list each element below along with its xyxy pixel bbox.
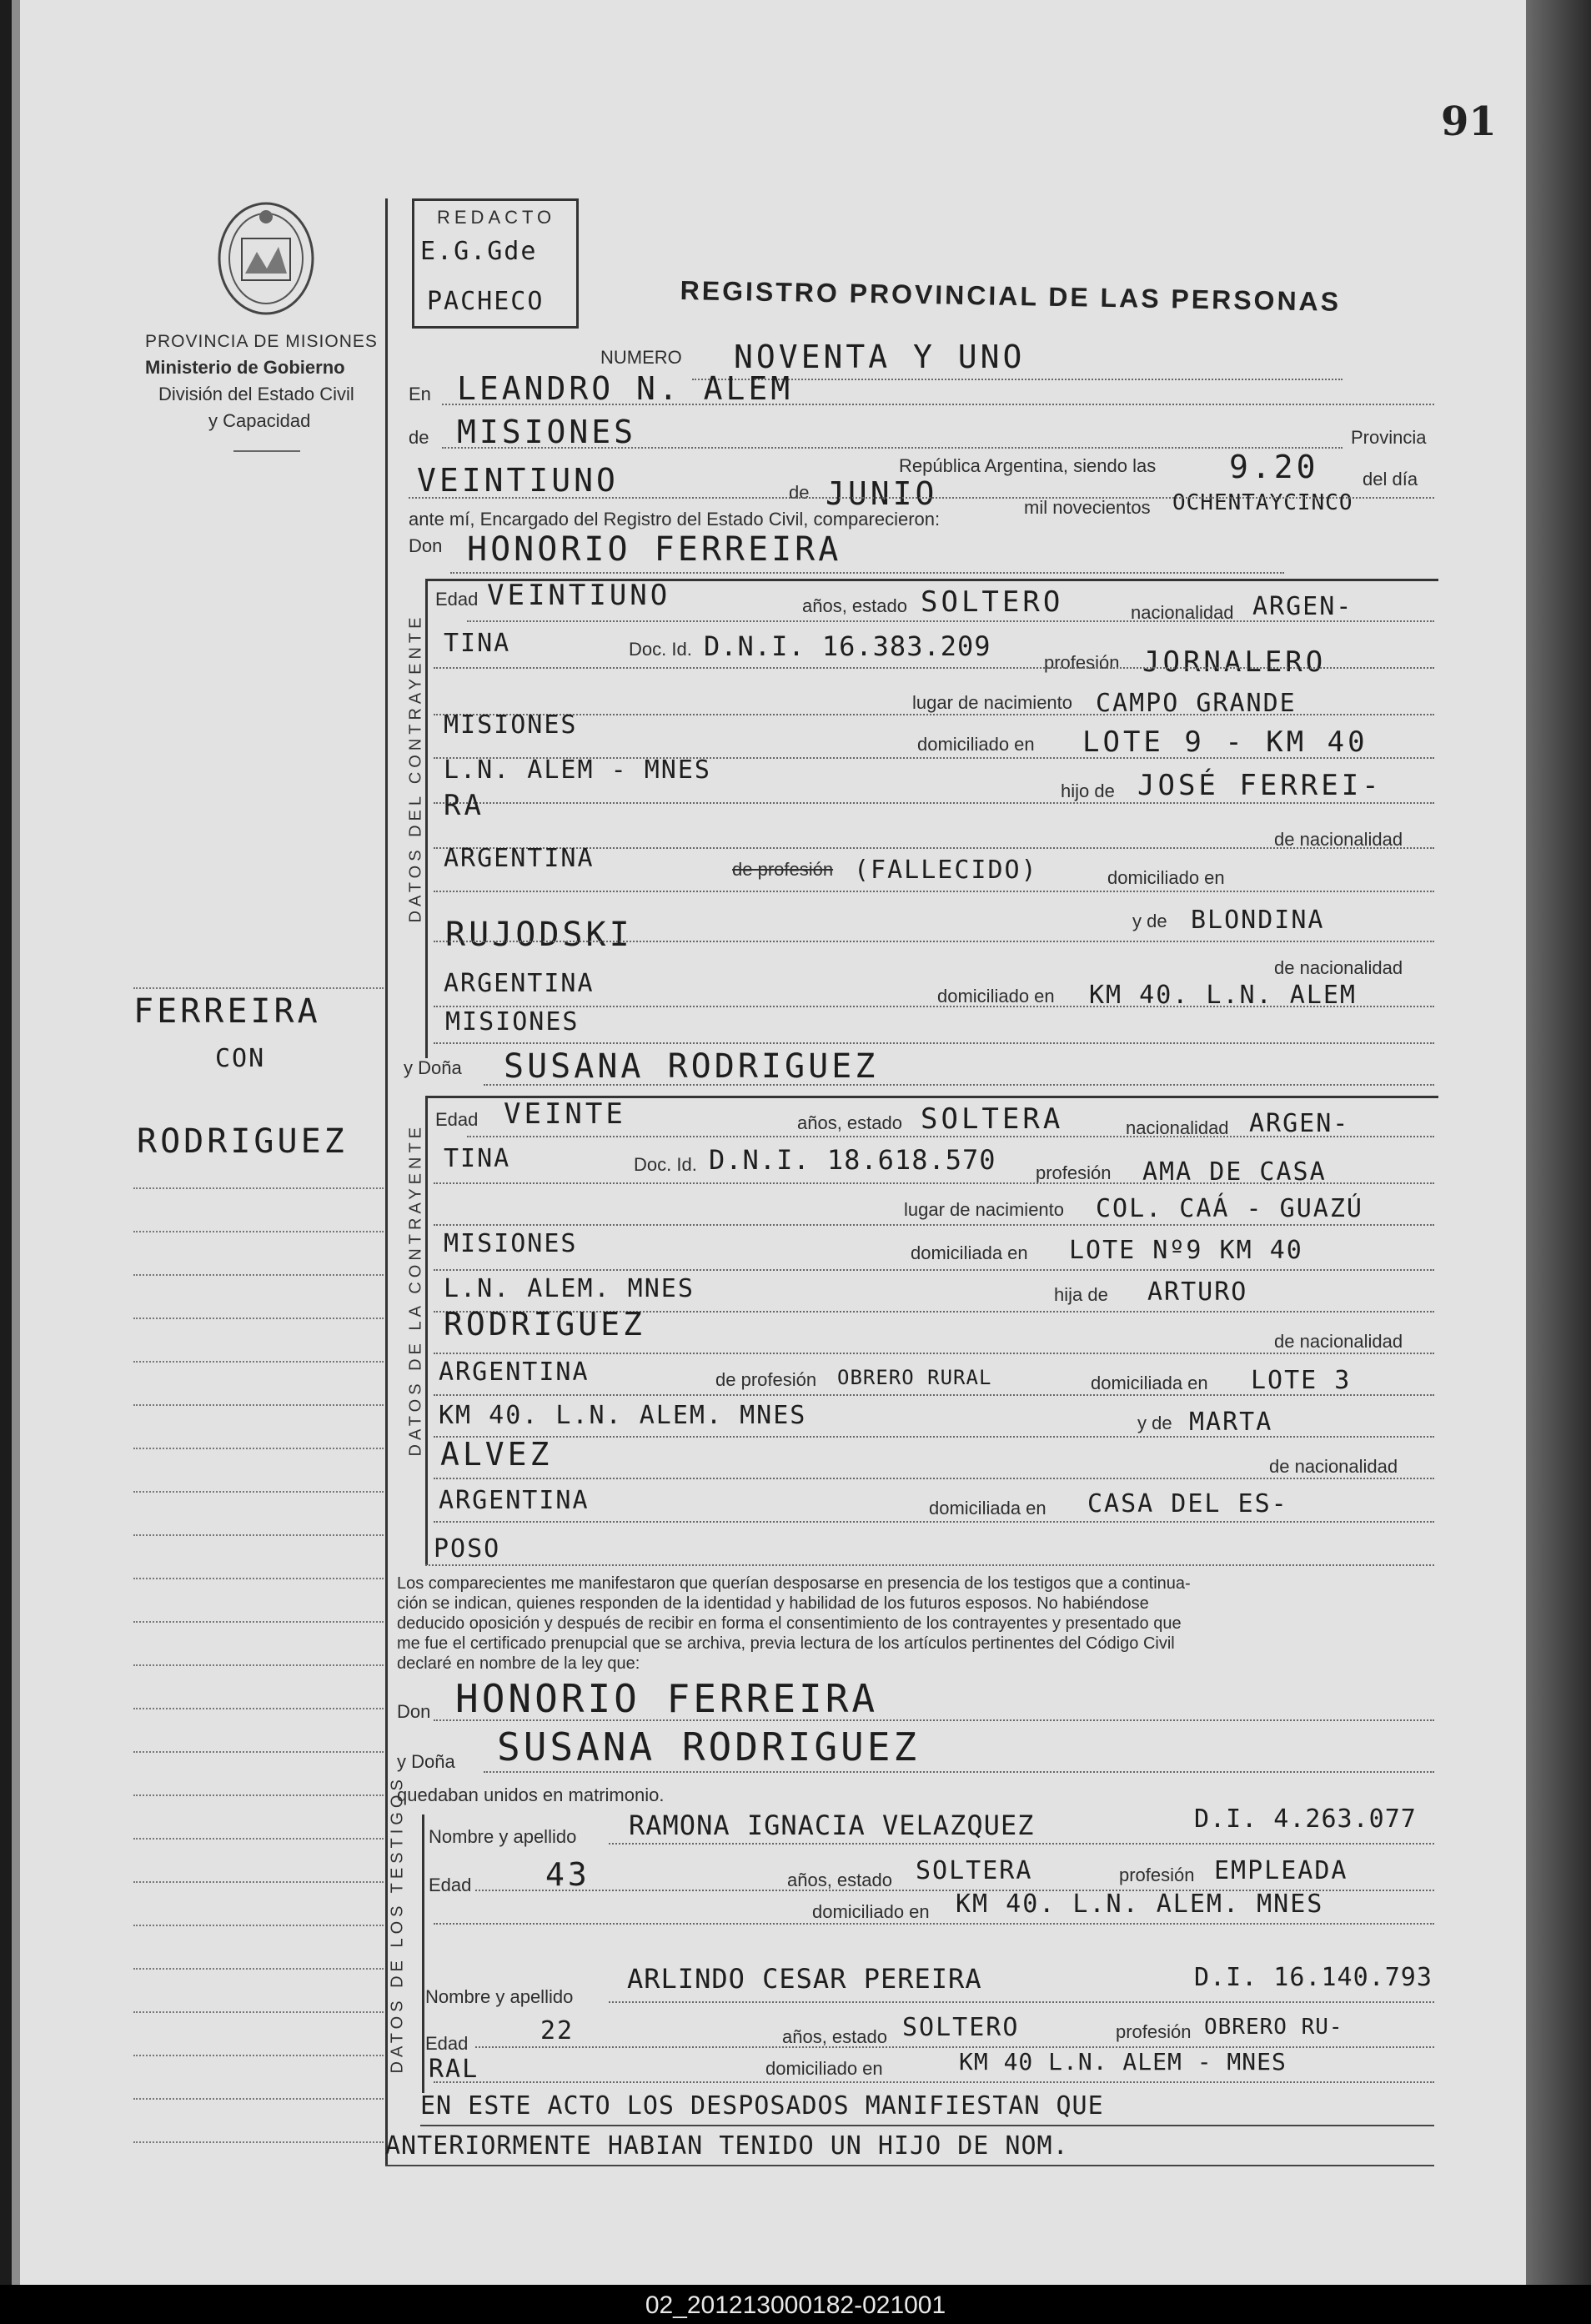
w2-domic-label: domiciliado en bbox=[765, 2058, 883, 2079]
bride-domicilio-a: LOTE Nº9 KM 40 bbox=[1069, 1236, 1303, 1265]
w2-estado: SOLTERO bbox=[902, 2013, 1020, 2042]
note-line-1 bbox=[420, 2125, 1434, 2126]
w2-line2 bbox=[475, 2046, 1434, 2048]
dia-line bbox=[409, 497, 1434, 499]
ante-text: ante mí, Encargado del Registro del Estado Civil, comparecieron: bbox=[409, 509, 941, 530]
w1-profesion: EMPLEADA bbox=[1214, 1856, 1348, 1885]
w1-estado: SOLTERA bbox=[916, 1856, 1033, 1885]
bride-edad-label: Edad bbox=[435, 1109, 479, 1130]
bride-name-line bbox=[484, 1084, 1434, 1086]
bride-domic-label: domiciliada en bbox=[911, 1242, 1028, 1263]
bride-side-label: DATOS DE LA CONTRAYENTE bbox=[406, 1122, 425, 1457]
groom-edad: VEINTIUNO bbox=[487, 579, 671, 612]
bride-line3 bbox=[434, 1224, 1434, 1226]
margin-dotted-line bbox=[133, 1578, 384, 1579]
numero-value: NOVENTA Y UNO bbox=[734, 339, 1026, 375]
groom-anos-label: años, estado bbox=[802, 595, 907, 616]
republica-text: República Argentina, siendo las bbox=[899, 455, 1157, 476]
margin-dotted-line bbox=[133, 1404, 384, 1406]
decl-dona-label: y Doña bbox=[397, 1751, 455, 1772]
groom-lugar-nac-b: MISIONES bbox=[444, 710, 578, 740]
margin-note-name2: RODRIGUEZ bbox=[137, 1122, 348, 1161]
bride-hija-label: hija de bbox=[1054, 1284, 1108, 1305]
bride-padre-domic-b: KM 40. L.N. ALEM. MNES bbox=[439, 1401, 807, 1430]
bride-name: SUSANA RODRIGUEZ bbox=[504, 1047, 879, 1086]
de-label: de bbox=[409, 427, 429, 448]
footer-filename: 02_201213000182-021001 bbox=[645, 2291, 946, 2319]
provincia-line bbox=[442, 447, 1343, 449]
groom-line2 bbox=[434, 667, 1434, 669]
margin-dotted-line bbox=[133, 1664, 384, 1666]
w1-nombre-label: Nombre y apellido bbox=[429, 1826, 577, 1847]
bride-padre-a: ARTURO bbox=[1147, 1277, 1248, 1307]
contrayente-name: HONORIO FERREIRA bbox=[467, 530, 842, 569]
don-label: Don bbox=[409, 535, 443, 556]
groom-padre-b: RA bbox=[444, 789, 484, 822]
ministry-label: Ministerio de Gobierno bbox=[145, 357, 345, 378]
groom-edad-label: Edad bbox=[435, 589, 479, 610]
bride-padre-prof: OBRERO RURAL bbox=[837, 1366, 992, 1389]
w1-anos-label: años, estado bbox=[787, 1870, 892, 1890]
groom-line5 bbox=[434, 802, 1434, 804]
document-title: REGISTRO PROVINCIAL DE LAS PERSONAS bbox=[680, 275, 1342, 317]
margin-dotted-line bbox=[133, 1708, 384, 1709]
bride-madre-domic-label: domiciliada en bbox=[929, 1498, 1046, 1518]
w1-domicilio: KM 40. L.N. ALEM. MNES bbox=[956, 1890, 1324, 1919]
groom-padre-a: JOSÉ FERREI- bbox=[1137, 769, 1383, 802]
groom-madre-domic-label: domiciliado en bbox=[937, 986, 1055, 1006]
capacity-label: y Capacidad bbox=[208, 410, 311, 431]
groom-madre-nac-label: de nacionalidad bbox=[1274, 957, 1403, 978]
w1-domic-label: domiciliado en bbox=[812, 1901, 930, 1922]
groom-estado: SOLTERO bbox=[921, 585, 1064, 619]
bride-line8 bbox=[434, 1436, 1434, 1438]
bride-line9 bbox=[434, 1478, 1434, 1479]
groom-line9 bbox=[434, 1006, 1434, 1007]
bride-line2 bbox=[434, 1182, 1434, 1184]
declaration-line1: Los comparecientes me manifestaron que querían desposarse en presencia de los testigos que a continua- bbox=[397, 1574, 1191, 1593]
groom-domicilio-b: L.N. ALEM - MNES bbox=[444, 755, 711, 785]
groom-domicilio-a: LOTE 9 - KM 40 bbox=[1082, 725, 1368, 759]
bride-padre-domic-label: domiciliada en bbox=[1091, 1373, 1208, 1393]
bride-line4 bbox=[434, 1269, 1434, 1271]
margin-dotted-line bbox=[133, 1751, 384, 1753]
margin-dotted-line bbox=[133, 1968, 384, 1970]
w2-edad: 22 bbox=[540, 2016, 575, 2045]
decl-dona-name: SUSANA RODRIGUEZ bbox=[497, 1724, 921, 1769]
w2-line1 bbox=[609, 2001, 1434, 2003]
margin-dotted-line bbox=[133, 1794, 384, 1796]
witness-note-2: ANTERIORMENTE HABIAN TENIDO UN HIJO DE NOM. bbox=[385, 2131, 1069, 2161]
groom-de-nac-label: de nacionalidad bbox=[1274, 829, 1403, 850]
bride-line6 bbox=[434, 1353, 1434, 1354]
margin-dotted-line bbox=[133, 1274, 384, 1276]
margin-dotted-line bbox=[133, 2011, 384, 2013]
bride-y-de-label: y de bbox=[1137, 1413, 1172, 1433]
bride-anos-label: años, estado bbox=[797, 1112, 902, 1133]
bride-madre-a: MARTA bbox=[1189, 1408, 1273, 1437]
provincia-value: MISIONES bbox=[457, 414, 637, 450]
groom-domic-label: domiciliado en bbox=[917, 734, 1035, 755]
del-dia-label: del día bbox=[1363, 469, 1418, 489]
w2-nombre: ARLINDO CESAR PEREIRA bbox=[627, 1963, 982, 1995]
provincia-label: Provincia bbox=[1351, 427, 1427, 448]
groom-madre-a: BLONDINA bbox=[1191, 906, 1325, 935]
groom-nac-label: nacionalidad bbox=[1131, 602, 1234, 623]
groom-nac-a: ARGEN- bbox=[1252, 592, 1353, 621]
lugar-value: LEANDRO N. ALEM bbox=[457, 370, 794, 407]
margin-dotted-line bbox=[133, 1318, 384, 1319]
groom-hijo-label: hijo de bbox=[1061, 781, 1115, 801]
bride-estado: SOLTERA bbox=[921, 1102, 1064, 1136]
hora-value: 9.20 bbox=[1229, 449, 1319, 485]
declaration-line2: ción se indican, quienes responden de la identidad y habilidad de los futuros esposos. No habiéndose bbox=[397, 1594, 1149, 1613]
groom-line1 bbox=[467, 620, 1434, 622]
margin-dotted-line bbox=[133, 1448, 384, 1449]
mil-label: mil novecientos bbox=[1024, 497, 1151, 518]
division-label: División del Estado Civil bbox=[158, 384, 354, 404]
witness-side-label: DATOS DE LOS TESTIGOS bbox=[388, 1775, 407, 2074]
margin-note-line bbox=[133, 987, 384, 989]
margin-note-con: CON bbox=[215, 1044, 266, 1073]
margin-dotted-line bbox=[133, 1231, 384, 1232]
bride-domicilio-b: L.N. ALEM. MNES bbox=[444, 1274, 695, 1303]
lugar-line bbox=[442, 404, 1434, 405]
w2-prof-label: profesión bbox=[1116, 2021, 1192, 2042]
groom-lugar-nac: CAMPO GRANDE bbox=[1096, 689, 1297, 718]
bride-doc-label: Doc. Id. bbox=[634, 1154, 697, 1175]
groom-padre-prof: (FALLECIDO) bbox=[854, 856, 1038, 885]
w2-line3 bbox=[434, 2081, 1434, 2083]
groom-padre-domic-label: domiciliado en bbox=[1107, 867, 1225, 888]
margin-dotted-line bbox=[133, 1491, 384, 1493]
w2-profesion-b: RAL bbox=[429, 2055, 479, 2084]
groom-y-de-label: y de bbox=[1132, 911, 1167, 931]
dia-value: VEINTIUNO bbox=[417, 462, 619, 499]
w1-prof-label: profesión bbox=[1119, 1865, 1195, 1885]
bride-de-nac-label: de nacionalidad bbox=[1274, 1331, 1403, 1352]
w2-edad-label: Edad bbox=[425, 2033, 469, 2054]
stamp-line1: REDACTO bbox=[437, 207, 556, 228]
groom-nac-b: TINA bbox=[444, 629, 511, 658]
groom-padre-nac: ARGENTINA bbox=[444, 844, 595, 873]
bride-edad: VEINTE bbox=[504, 1097, 626, 1131]
margin-dotted-line bbox=[133, 1881, 384, 1883]
groom-de-prof-label: de profesión bbox=[732, 859, 834, 880]
w1-edad: 43 bbox=[545, 1856, 590, 1893]
groom-profesion: JORNALERO bbox=[1142, 645, 1327, 679]
bride-line11 bbox=[425, 1564, 1434, 1566]
groom-side-label: DATOS DEL CONTRAYENTE bbox=[406, 613, 425, 923]
bride-lugar-nac-b: MISIONES bbox=[444, 1229, 578, 1258]
numero-label: NUMERO bbox=[600, 347, 682, 368]
anio-value: OCHENTAYCINCO bbox=[1172, 490, 1353, 515]
coat-of-arms-icon bbox=[215, 198, 317, 319]
margin-dotted-line bbox=[133, 1534, 384, 1536]
stamp-line3: PACHECO bbox=[427, 287, 545, 316]
groom-doc-label: Doc. Id. bbox=[629, 639, 692, 660]
groom-line3 bbox=[434, 714, 1434, 715]
margin-note-name1: FERREIRA bbox=[133, 992, 321, 1031]
declaration-line4: me fue el certificado prenupcial que se archiva, previa lectura de los artículos pertinentes del Código Civil bbox=[397, 1634, 1175, 1653]
groom-doc: D.N.I. 16.383.209 bbox=[704, 630, 991, 662]
groom-line7 bbox=[434, 891, 1434, 892]
bride-profesion: AMA DE CASA bbox=[1142, 1157, 1327, 1187]
w1-doc: D.I. 4.263.077 bbox=[1194, 1804, 1417, 1834]
w1-line3 bbox=[434, 1923, 1434, 1925]
bride-madre-domic-b: POSO bbox=[434, 1534, 501, 1564]
decl-dona-line bbox=[484, 1771, 1434, 1773]
margin-dotted-line bbox=[133, 1925, 384, 1926]
page-number: 91 bbox=[1441, 98, 1497, 145]
bride-padre-nac: ARGENTINA bbox=[439, 1358, 590, 1387]
w1-line1 bbox=[609, 1843, 1434, 1845]
groom-lugar-nac-label: lugar de nacimiento bbox=[912, 692, 1073, 713]
binder-edge bbox=[1526, 0, 1591, 2285]
bride-prof-label: profesión bbox=[1036, 1162, 1112, 1183]
w2-anos-label: años, estado bbox=[782, 2026, 887, 2047]
bride-doc: D.N.I. 18.618.570 bbox=[709, 1144, 996, 1176]
bride-madre-nac-label: de nacionalidad bbox=[1269, 1456, 1398, 1477]
bride-lugar-nac: COL. CAÁ - GUAZÚ bbox=[1096, 1194, 1363, 1223]
groom-line8 bbox=[434, 941, 1434, 942]
margin-dotted-line bbox=[133, 2098, 384, 2100]
contrayente-line bbox=[450, 572, 1284, 574]
w2-doc: D.I. 16.140.793 bbox=[1194, 1963, 1433, 1992]
bride-nac-b: TINA bbox=[444, 1144, 511, 1173]
bride-madre-domic-a: CASA DEL ES- bbox=[1087, 1489, 1288, 1518]
w2-profesion-a: OBRERO RU- bbox=[1204, 2015, 1343, 2040]
bride-line10 bbox=[434, 1521, 1434, 1523]
decl-unidos: quedaban unidos en matrimonio. bbox=[397, 1784, 665, 1805]
groom-prof-label: profesión bbox=[1044, 652, 1120, 673]
bride-line7 bbox=[434, 1394, 1434, 1396]
dona-label: y Doña bbox=[404, 1057, 462, 1078]
groom-madre-b: RUJODSKI bbox=[445, 916, 633, 954]
bride-de-prof-label: de profesión bbox=[715, 1369, 817, 1390]
w2-nombre-label: Nombre y apellido bbox=[425, 1986, 574, 2007]
bride-nac-label: nacionalidad bbox=[1126, 1117, 1229, 1138]
bride-nac-a: ARGEN- bbox=[1249, 1109, 1350, 1138]
decl-don-label: Don bbox=[397, 1701, 431, 1722]
stamp-line2: E.G.Gde bbox=[420, 237, 538, 266]
margin-dotted-line bbox=[133, 2141, 384, 2143]
margin-dotted-line bbox=[133, 1838, 384, 1840]
w2-domicilio: KM 40 L.N. ALEM - MNES bbox=[959, 2048, 1287, 2076]
province-label: PROVINCIA DE MISIONES bbox=[145, 332, 378, 351]
decl-don-line bbox=[434, 1719, 1434, 1721]
bride-madre-nac: ARGENTINA bbox=[439, 1486, 590, 1515]
groom-line10 bbox=[434, 1042, 1434, 1044]
declaration-line3: deducido oposición y después de recibir en forma el consentimiento de los contrayentes y presentado que bbox=[397, 1614, 1182, 1633]
bride-line1 bbox=[467, 1136, 1434, 1137]
groom-madre-nac: ARGENTINA bbox=[444, 969, 595, 998]
margin-dotted-line bbox=[133, 1361, 384, 1363]
margin-dotted-line bbox=[133, 2055, 384, 2056]
w1-edad-label: Edad bbox=[429, 1875, 472, 1895]
bride-padre-domic-a: LOTE 3 bbox=[1251, 1366, 1352, 1395]
witness-note-1: EN ESTE ACTO LOS DESPOSADOS MANIFIESTAN QUE bbox=[420, 2091, 1104, 2121]
bride-madre-b: ALVEZ bbox=[440, 1436, 553, 1473]
mes-value: JUNIO bbox=[826, 475, 938, 512]
en-label: En bbox=[409, 384, 431, 404]
note-line-2 bbox=[385, 2165, 1434, 2166]
w1-nombre: RAMONA IGNACIA VELAZQUEZ bbox=[629, 1810, 1035, 1841]
groom-madre-domic-b: MISIONES bbox=[445, 1007, 580, 1037]
bride-lugar-nac-label: lugar de nacimiento bbox=[904, 1199, 1065, 1220]
bride-padre-b: RODRIGUEZ bbox=[444, 1306, 645, 1343]
header-rule bbox=[233, 450, 300, 452]
margin-dotted-line bbox=[133, 1187, 384, 1189]
decl-don-name: HONORIO FERREIRA bbox=[455, 1676, 879, 1721]
groom-madre-domic-a: KM 40. L.N. ALEM bbox=[1089, 981, 1357, 1010]
margin-dotted-line bbox=[133, 1621, 384, 1623]
de-label-2: de bbox=[789, 482, 810, 503]
declaration-line5: declaré en nombre de la ley que: bbox=[397, 1654, 640, 1673]
